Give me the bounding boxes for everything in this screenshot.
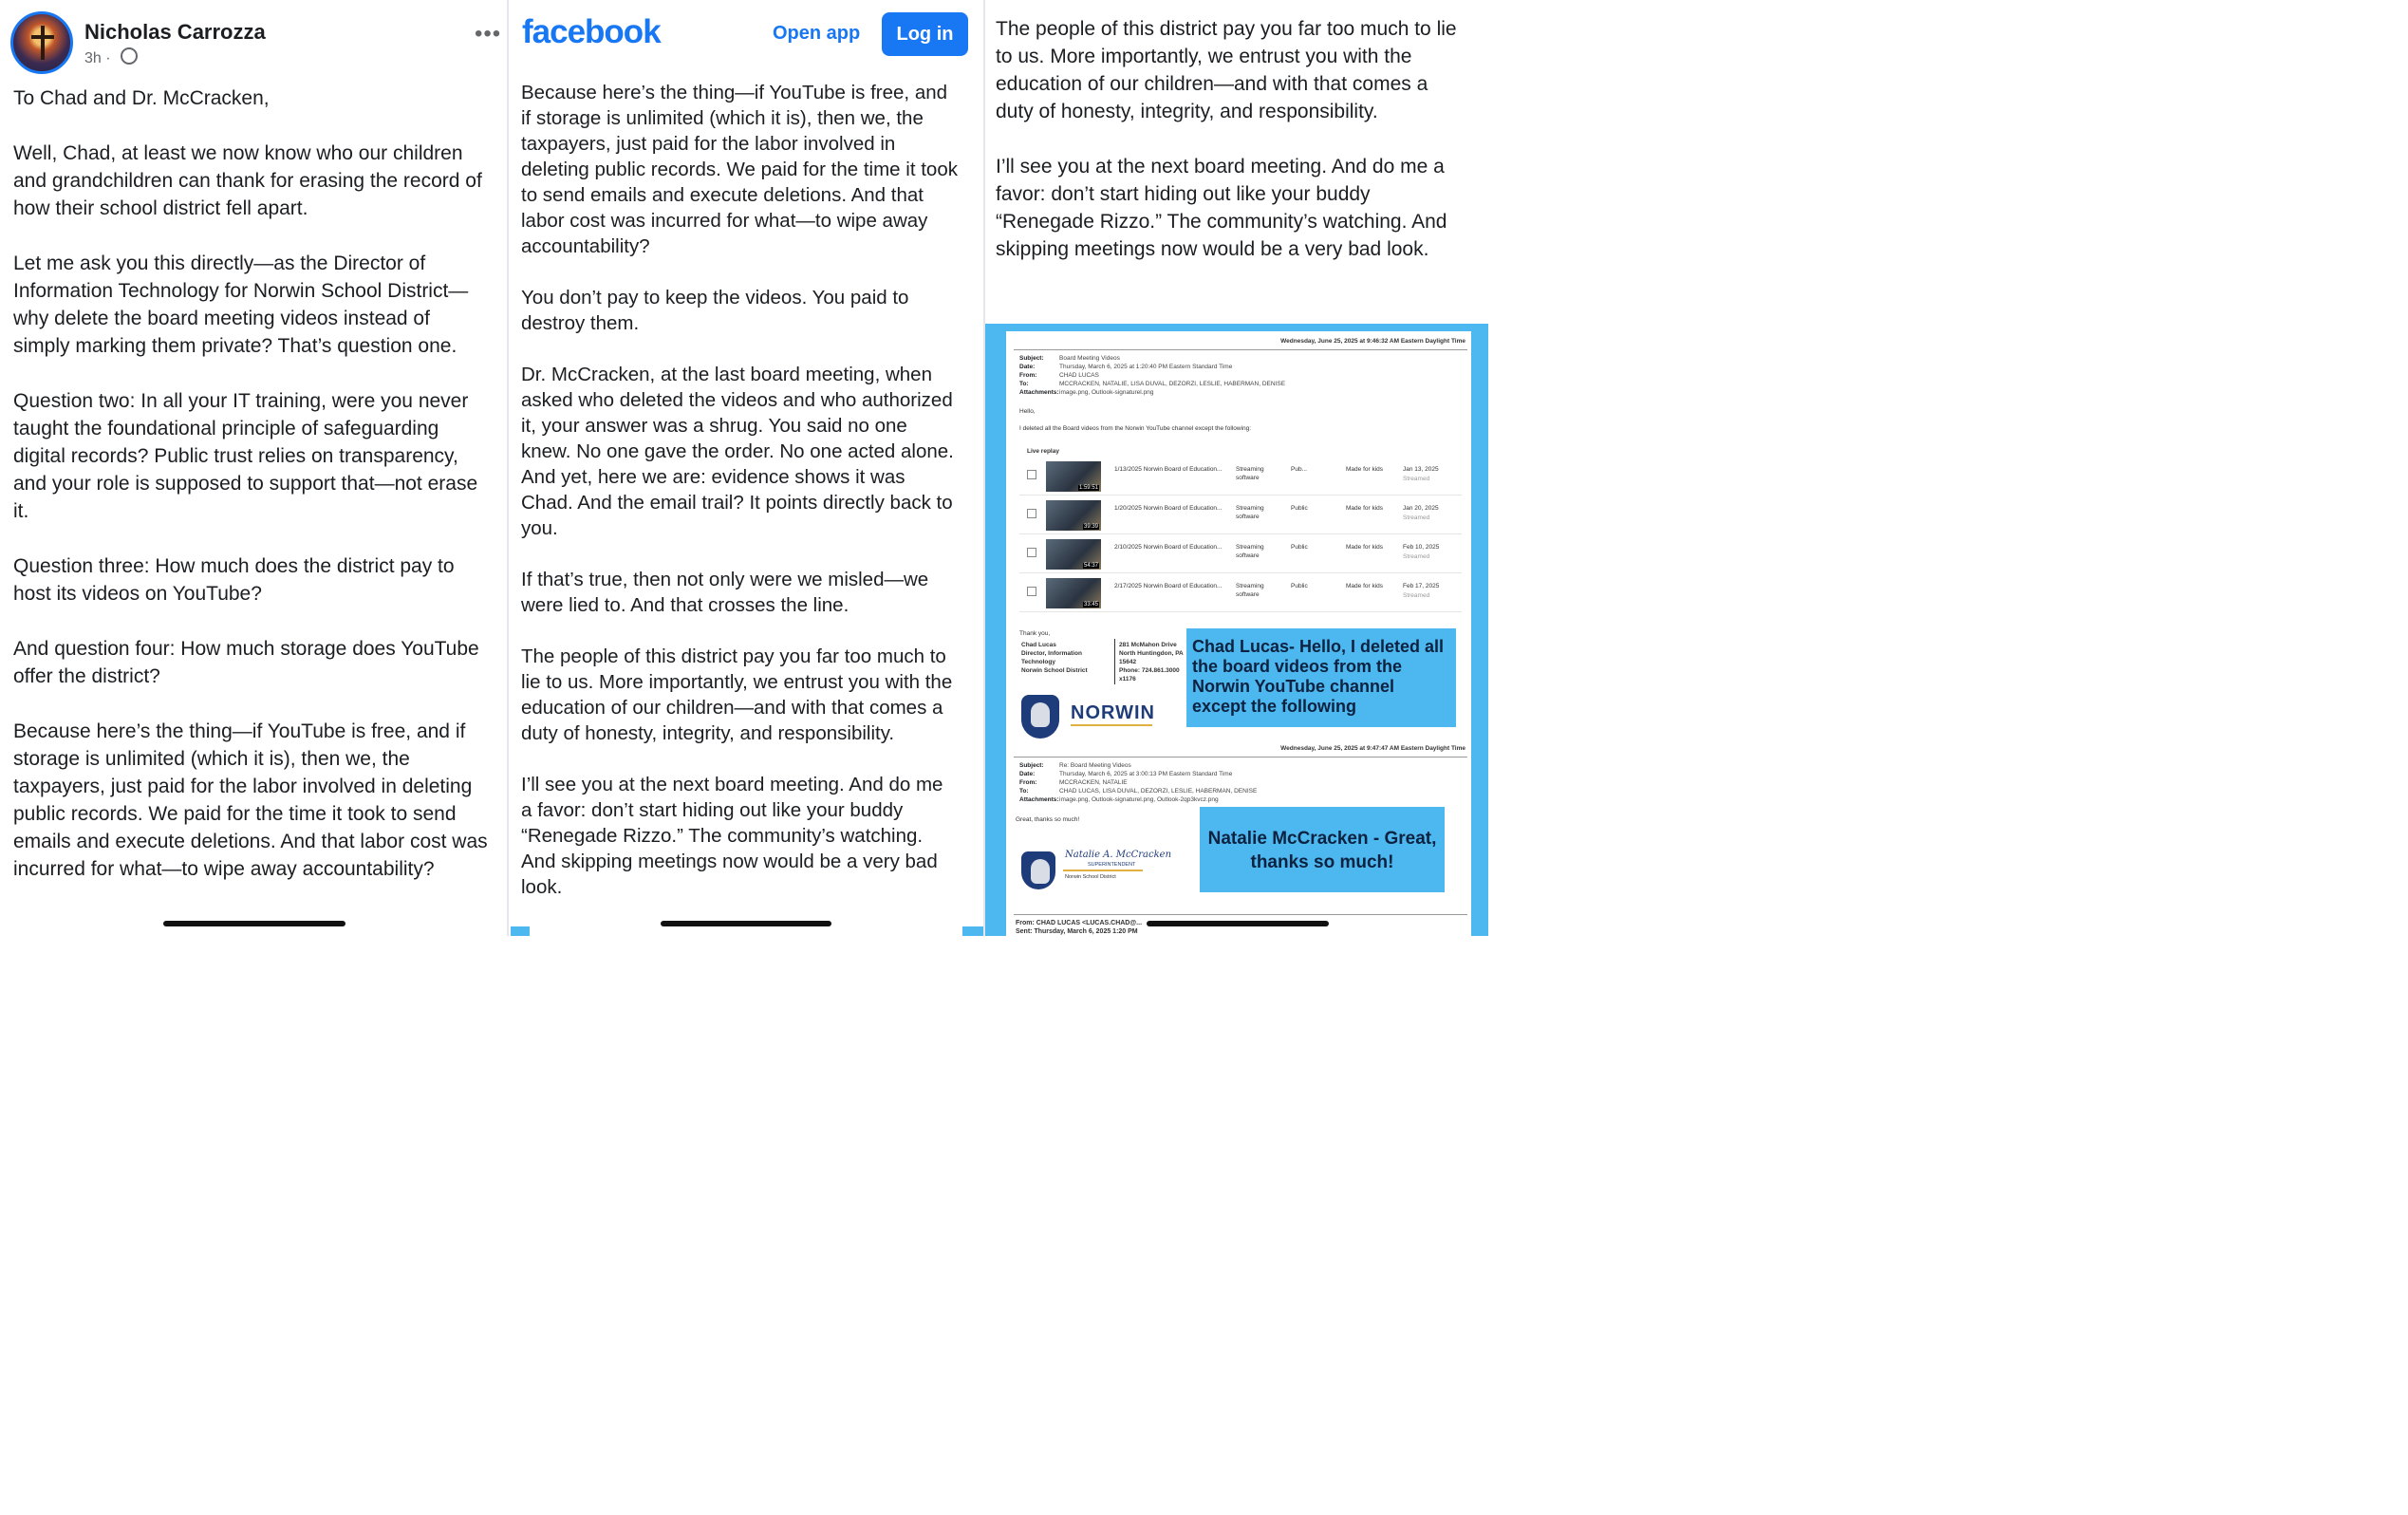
video-thumbnail	[1046, 461, 1101, 492]
video-source: Streaming software	[1236, 466, 1264, 481]
divider	[1014, 349, 1467, 350]
home-indicator	[163, 921, 345, 926]
video-duration: 33:45	[1083, 602, 1098, 608]
callout-natalie-mccracken: Natalie McCracken - Great, thanks so much!	[1200, 807, 1445, 892]
video-thumbnail	[1046, 578, 1101, 608]
post-paragraph: I’ll see you at the next board meeting. And do me a favor: don’t start hiding out like your buddy “Renegade Rizzo.” The community’s watching. And skipping meetings now would be a very bad look.	[521, 774, 943, 898]
email-field-value: image.png, Outlook-signaturel.png, Outlook-2qp3kvcz.png	[1059, 796, 1219, 803]
post-paragraph: If that’s true, then not only were we misled—we were lied to. And that crosses the line.	[521, 569, 929, 616]
video-note: Streamed	[1403, 553, 1430, 560]
email-field-key: From:	[1019, 779, 1037, 786]
norwin-shield-icon	[1021, 695, 1059, 739]
video-row	[1019, 573, 1462, 612]
email-field-key: To:	[1019, 788, 1029, 795]
video-thumbnail	[1046, 500, 1101, 531]
post-paragraph: And question four: How much storage does YouTube offer the district?	[13, 638, 479, 687]
checkbox	[1027, 509, 1036, 518]
post-panel-left	[0, 0, 507, 936]
post-paragraph: To Chad and Dr. McCracken,	[13, 87, 270, 109]
video-title: 1/20/2025 Norwin Board of Education...	[1114, 505, 1223, 512]
signature-line: Norwin School District	[1021, 667, 1088, 674]
email-field-row	[1019, 388, 1285, 397]
email-field-value: Board Meeting Videos	[1059, 355, 1120, 362]
video-visibility: Public	[1291, 505, 1308, 512]
video-row	[1019, 534, 1462, 573]
email-field-value: Re: Board Meeting Videos	[1059, 762, 1131, 769]
video-date: Feb 10, 2025	[1403, 544, 1440, 551]
email-field-value: Thursday, March 6, 2025 at 1:20:40 PM Eastern Standard Time	[1059, 364, 1233, 370]
email1-greeting: Hello,	[1019, 408, 1036, 415]
author-avatar[interactable]	[10, 11, 73, 74]
email-field-key: To:	[1019, 381, 1029, 387]
video-note: Streamed	[1403, 476, 1430, 482]
signature-line: 281 McMahon Drive	[1119, 642, 1177, 648]
post-time[interactable]: 3h	[84, 50, 102, 66]
email-field-key: Subject:	[1019, 355, 1044, 362]
email-field-row	[1019, 778, 1257, 787]
author-name[interactable]: Nicholas Carrozza	[84, 20, 266, 44]
signature-line: x1176	[1119, 676, 1136, 683]
post-paragraph: Because here’s the thing—if YouTube is free, and if storage is unlimited (which it is), then we, the taxpayers, just paid for the labor involved in deleting public records. We paid for the time it took to send emails and execute deletions. And that labor cost was incurred for what—to wipe away accountability?	[13, 720, 488, 880]
email-sent-line: Sent: Thursday, March 6, 2025 1:20 PM	[1016, 928, 1138, 935]
more-options-icon[interactable]: •••	[475, 21, 502, 47]
signature-line: Chad Lucas	[1021, 642, 1056, 648]
signature-line: Technology	[1021, 659, 1055, 665]
post-paragraph: You don’t pay to keep the videos. You paid to destroy them.	[521, 287, 909, 334]
post-paragraph: Dr. McCracken, at the last board meeting, when asked who deleted the videos and who authorized it, your answer was a shrug. You said no one knew. No one gave the order. No one acted alone. And yet, here we are: evidence shows it was Chad. And the email trail? It points directly back to you.	[521, 364, 954, 539]
video-date: Jan 13, 2025	[1403, 466, 1439, 473]
email-field-value: CHAD LUCAS, LISA DUVAL, DEZORZI, LESLIE, HABERMAN, DENISE	[1059, 788, 1258, 795]
email-field-key: Date:	[1019, 771, 1036, 777]
video-thumbnail	[1046, 539, 1101, 570]
video-duration: 54:37	[1083, 563, 1098, 569]
divider	[1014, 757, 1467, 758]
email-field-value: image.png, Outlook-signaturel.png	[1059, 389, 1154, 396]
signature-org: Norwin School District	[1065, 874, 1116, 880]
open-app-link[interactable]: Open app	[773, 23, 861, 44]
norwin-shield-icon	[1021, 851, 1055, 889]
live-replay-label: Live replay	[1027, 448, 1059, 455]
video-note: Streamed	[1403, 592, 1430, 599]
video-source: Streaming software	[1236, 544, 1264, 559]
email-field-row	[1019, 380, 1285, 388]
email-field-key: Attachments:	[1019, 796, 1059, 803]
video-audience: Made for kids	[1346, 466, 1384, 473]
video-audience: Made for kids	[1346, 583, 1384, 589]
signature-line: North Huntingdon, PA	[1119, 650, 1184, 657]
checkbox	[1027, 587, 1036, 596]
email-field-row	[1019, 761, 1257, 770]
post-paragraph: The people of this district pay you far too much to lie to us. More importantly, we entrust you with the education of our children—and with that comes a duty of honesty, integrity, and responsibility.	[521, 645, 953, 744]
video-title: 1/13/2025 Norwin Board of Education...	[1114, 466, 1223, 473]
email1-date-header: Wednesday, June 25, 2025 at 9:46:32 AM Eastern Daylight Time	[1280, 338, 1465, 345]
email1-body: I deleted all the Board videos from the Norwin YouTube channel except the following:	[1019, 425, 1252, 432]
video-duration: 1:59:51	[1078, 485, 1098, 491]
norwin-logo-text: NORWIN	[1071, 702, 1155, 723]
divider	[1014, 914, 1467, 915]
logo-underline	[1063, 870, 1143, 871]
video-note: Streamed	[1403, 514, 1430, 521]
email-field-row	[1019, 354, 1285, 363]
email-field-key: From:	[1019, 372, 1037, 379]
signature-divider	[1114, 639, 1115, 684]
email2-date-header: Wednesday, June 25, 2025 at 9:47:47 AM Eastern Daylight Time	[1280, 745, 1465, 752]
email2-body: Great, thanks so much!	[1016, 816, 1080, 823]
email-field-row	[1019, 371, 1285, 380]
email-field-value: MCCRACKEN, NATALIE	[1059, 779, 1128, 786]
video-table	[1019, 457, 1462, 612]
email-field-row	[1019, 795, 1257, 804]
home-indicator	[1147, 921, 1329, 926]
video-source: Streaming software	[1236, 583, 1264, 598]
logo-underline	[1071, 724, 1152, 726]
signature-title: SUPERINTENDENT	[1088, 862, 1136, 868]
post-paragraph: Well, Chad, at least we now know who our children and grandchildren can thank for erasing the record of how their school district fell apart.	[13, 142, 482, 219]
facebook-logo[interactable]: facebook	[522, 13, 661, 50]
post-paragraph: Because here’s the thing—if YouTube is free, and if storage is unlimited (which it is), then we, the taxpayers, just paid for the labor involved in deleting public records. We paid for the time it took to send emails and execute deletions. And that labor cost was incurred for what—to wipe away accountability?	[521, 82, 958, 257]
checkbox	[1027, 470, 1036, 479]
video-date: Jan 20, 2025	[1403, 505, 1439, 512]
video-source: Streaming software	[1236, 505, 1264, 520]
home-indicator	[661, 921, 831, 926]
email-field-row	[1019, 363, 1285, 371]
email-field-key: Subject:	[1019, 762, 1044, 769]
video-audience: Made for kids	[1346, 505, 1384, 512]
email-document	[1006, 331, 1471, 936]
email-from-line: From: CHAD LUCAS <LUCAS.CHAD@...	[1016, 920, 1143, 926]
email-field-row	[1019, 787, 1257, 795]
email1-fields	[1019, 354, 1285, 397]
video-date: Feb 17, 2025	[1403, 583, 1440, 589]
globe-icon	[121, 47, 138, 65]
post-meta	[84, 47, 138, 67]
post-body	[13, 84, 488, 910]
email-field-key: Attachments:	[1019, 389, 1059, 396]
login-button[interactable]: Log in	[882, 12, 968, 56]
video-duration: 39:39	[1083, 524, 1098, 530]
email1-thanks: Thank you,	[1019, 630, 1051, 637]
meta-separator: ·	[105, 50, 111, 66]
post-panel-right	[985, 0, 1488, 936]
image-edge	[962, 926, 983, 936]
post-paragraph: Question two: In all your IT training, were you never taught the foundational principle of safeguarding digital records? Public trust relies on transparency, and your role is supposed to support that—not erase it.	[13, 390, 478, 522]
video-title: 2/17/2025 Norwin Board of Education...	[1114, 583, 1223, 589]
email-field-value: Thursday, March 6, 2025 at 3:00:13 PM Eastern Standard Time	[1059, 771, 1233, 777]
image-edge	[511, 926, 530, 936]
email-field-value: MCCRACKEN, NATALIE, LISA DUVAL, DEZORZI, LESLIE, HABERMAN, DENISE	[1059, 381, 1286, 387]
email1-signature	[1021, 641, 1088, 675]
email-field-key: Date:	[1019, 364, 1036, 370]
video-visibility: Public	[1291, 583, 1308, 589]
signature-line: Director, Information	[1021, 650, 1082, 657]
email-field-row	[1019, 770, 1257, 778]
video-visibility: Pub...	[1291, 466, 1307, 473]
checkbox	[1027, 548, 1036, 557]
video-audience: Made for kids	[1346, 544, 1384, 551]
email-screenshot-image[interactable]	[985, 324, 1488, 936]
email2-fields	[1019, 761, 1257, 804]
post-paragraph: The people of this district pay you far too much to lie to us. More importantly, we entrust you with the education of our children—and with that comes a duty of honesty, integrity, and responsibility.	[996, 18, 1457, 122]
video-visibility: Public	[1291, 544, 1308, 551]
post-paragraph: I’ll see you at the next board meeting. And do me a favor: don’t start hiding out like your buddy “Renegade Rizzo.” The community’s watching. And skipping meetings now would be a very bad look.	[996, 156, 1447, 260]
signature-line: Phone: 724.861.3000	[1119, 667, 1180, 674]
email-field-value: CHAD LUCAS	[1059, 372, 1099, 379]
video-row	[1019, 496, 1462, 534]
post-panel-middle	[509, 0, 983, 936]
handwritten-signature: Natalie A. McCracken	[1065, 850, 1172, 860]
post-paragraph: Question three: How much does the district pay to host its videos on YouTube?	[13, 555, 455, 605]
post-body	[996, 15, 1470, 290]
post-body	[521, 80, 958, 926]
video-title: 2/10/2025 Norwin Board of Education...	[1114, 544, 1223, 551]
post-paragraph: Let me ask you this directly—as the Director of Information Technology for Norwin School District—why delete the board meeting videos instead of simply marking them private? That’s question one.	[13, 252, 469, 357]
email1-address	[1119, 641, 1184, 683]
signature-line: 15642	[1119, 659, 1137, 665]
video-row	[1019, 457, 1462, 496]
callout-chad-lucas: Chad Lucas- Hello, I deleted all the board videos from the Norwin YouTube channel except the following	[1186, 628, 1456, 727]
